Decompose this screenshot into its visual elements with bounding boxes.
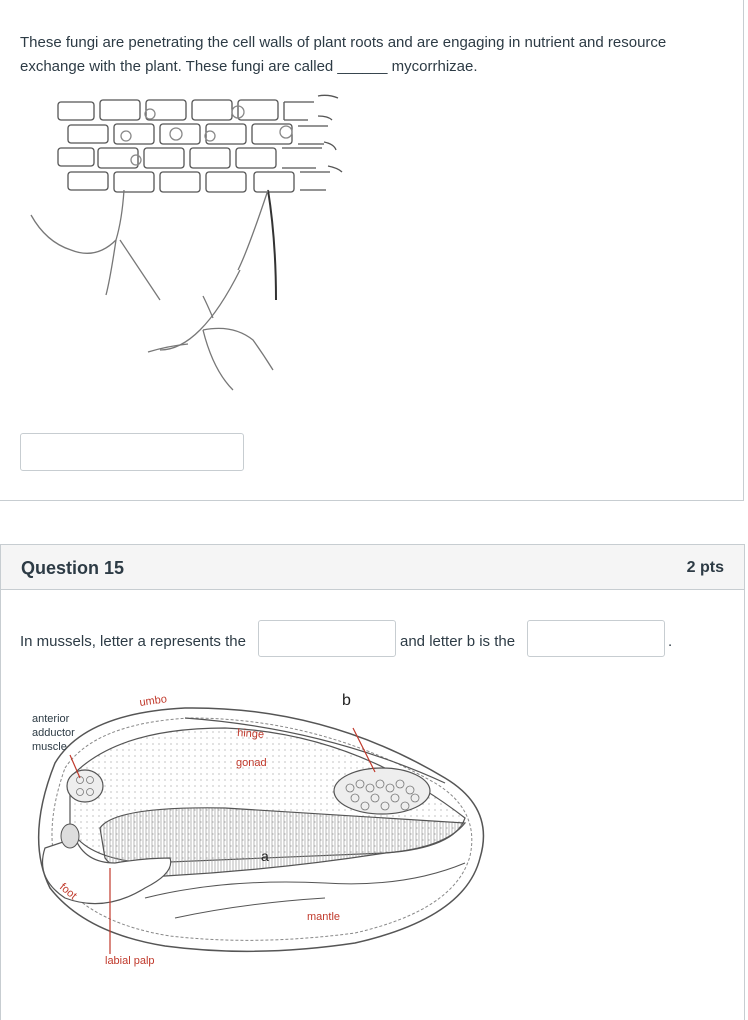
question-15-title: Question 15 [21,558,125,578]
answer-b-input[interactable] [527,620,665,657]
answer-a-input[interactable] [258,620,396,657]
question-15-text-end: . [668,633,673,650]
label-b: b [342,692,351,709]
fungi-root-illustration [28,90,358,400]
question-14-prompt: These fungi are penetrating the cell walls of plant roots and are engaging in nutrient and resource exchange with the plant. These fungi are called ______ mycorrhizae. [20,34,667,75]
question-15-header [0,544,745,590]
label-hinge: hinge [236,727,265,741]
label-gonad: gonad [236,757,267,769]
mussel-anatomy-diagram [25,688,495,978]
label-a: a [261,848,269,864]
label-umbo: umbo [138,693,168,709]
posterior-adductor-muscle [334,768,430,814]
question-15-points: 2 pts [686,559,724,576]
question-15-text-before: In mussels, letter a represents the [20,633,246,650]
question-14-container [0,0,744,501]
label-mantle: mantle [307,911,341,923]
label-foot: foot [57,881,79,903]
label-anterior-adductor-muscle: anterior adductor muscle [32,713,75,753]
anterior-adductor-muscle [67,770,103,802]
question-15-text-middle: and letter b is the [400,633,516,650]
question-14-answer-input[interactable] [20,433,244,471]
label-labial-palp: labial palp [105,955,155,967]
